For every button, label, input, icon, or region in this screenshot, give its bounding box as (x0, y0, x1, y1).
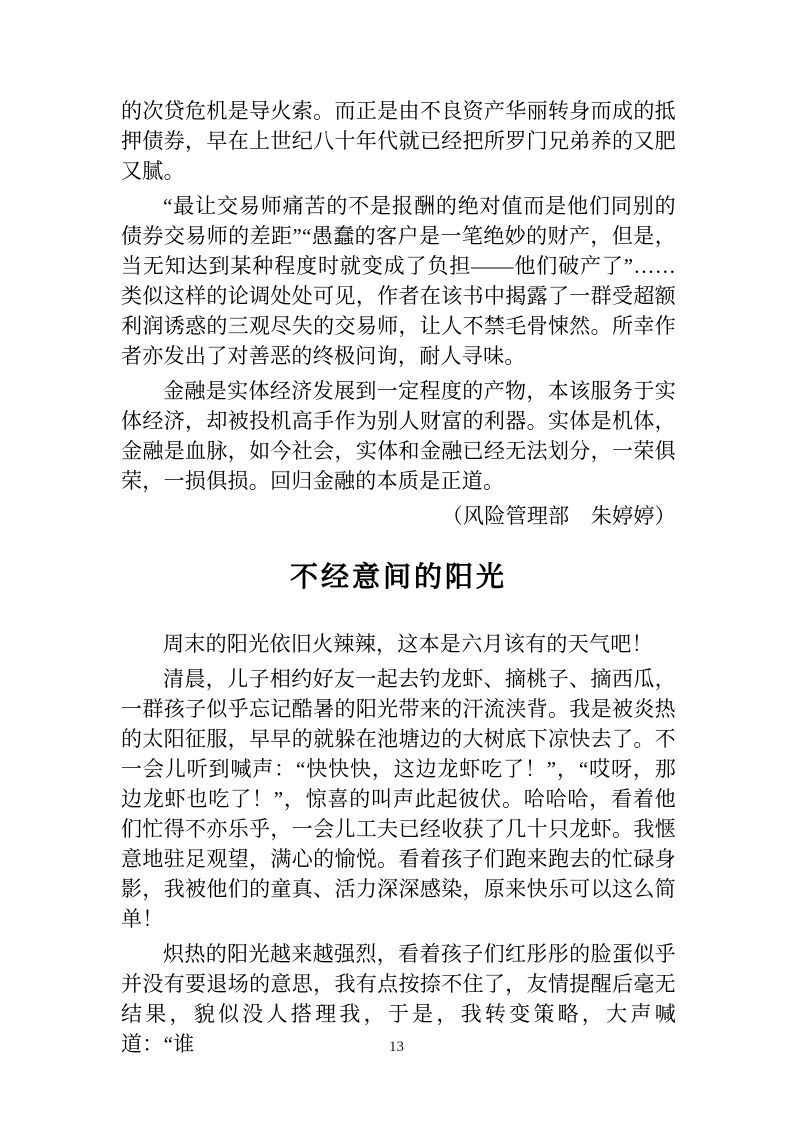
sunshine-paragraph-noon: 炽热的阳光越来越强烈，看着孩子们红彤彤的脸蛋似乎并没有要退场的意思，我有点按捺不住了，友情提醒后毫无结果，貌似没人搭理我，于是，我转变策略，大声喊道：“谁 (121, 942, 676, 1056)
sunshine-paragraph-intro: 周末的阳光依旧火辣辣，这本是六月该有的天气吧！ (163, 632, 653, 656)
author-signature: （风险管理部 朱婷婷） (441, 504, 676, 528)
page-number: 13 (389, 1039, 404, 1055)
article-sunshine (121, 561, 676, 1059)
article-title: 不经意间的阳光 (289, 562, 507, 593)
sunshine-paragraph-morning: 清晨，儿子相约好友一起去钓龙虾、摘桃子、摘西瓜，一群孩子似乎忘记酷暑的阳光带来的汗流浃背。我是被炎热的太阳征服，早早的就躲在池塘边的大树底下凉快去了。不一会儿听到喊声：“快快快，这边龙虾吃了！”，“哎呀，那边龙虾也吃了！”，惊喜的叫声此起彼伏。哈哈哈，看着他们忙得不亦乐乎，一会儿工夫已经收获了几十只龙虾。我惬意地驻足观望，满心的愉悦。看着孩子们跑来跑去的忙碌身影，我被他们的童真、活力深深感染，原来快乐可以这么简单！ (121, 667, 676, 931)
review-paragraph-continued: 的次贷危机是导火索。而正是由不良资产华丽转身而成的抵押债券，早在上世纪八十年代就已经把所罗门兄弟养的又肥又腻。 (121, 99, 676, 183)
page-content (121, 96, 676, 1064)
article-book-review (121, 96, 676, 531)
review-paragraph-quotes: “最让交易师痛苦的不是报酬的绝对值而是他们同别的债券交易师的差距”“愚蠢的客户是一笔绝妙的财产，但是，当无知达到某种程度时就变成了负担——他们破产了”……类似这样的论调处处可见，作者在该书中揭露了一群受超额利润诱惑的三观尽失的交易师，让人不禁毛骨悚然。所幸作者亦发出了对善恶的终极问询，耐人寻味。 (121, 194, 676, 368)
review-paragraph-conclusion: 金融是实体经济发展到一定程度的产物，本该服务于实体经济，却被投机高手作为别人财富的利器。实体是机体，金融是血脉，如今社会，实体和金融已经无法划分，一荣俱荣，一损俱损。回归金融的本质是正道。 (121, 379, 676, 493)
